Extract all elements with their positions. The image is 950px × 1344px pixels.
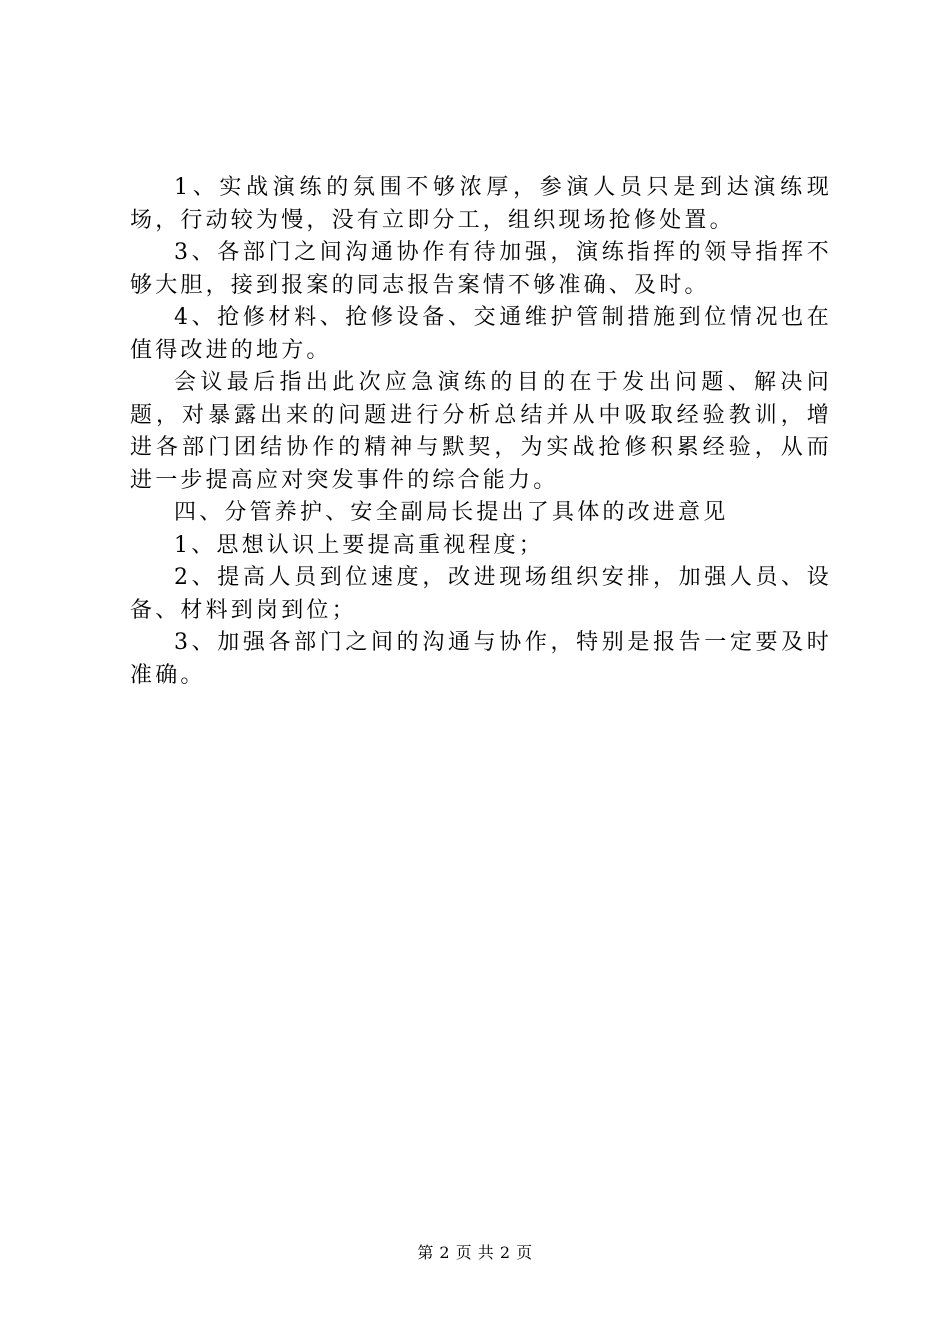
paragraph-item-1: 1、实战演练的氛围不够浓厚，参演人员只是到达演练现场，行动较为慢，没有立即分工，组织现场抢修处置。 (130, 175, 832, 233)
improvement-item-3: 3、加强各部门之间的沟通与协作，特别是报告一定要及时准确。 (130, 630, 832, 688)
improvement-item-2: 2、提高人员到位速度，改进现场组织安排，加强人员、设备、材料到岗到位； (130, 565, 832, 623)
document-body (130, 172, 832, 692)
paragraph-item-4: 4、抢修材料、抢修设备、交通维护管制措施到位情况也在值得改进的地方。 (130, 305, 832, 363)
section-heading-improvements: 四、分管养护、安全副局长提出了具体的改进意见 (174, 500, 729, 525)
improvement-item-1: 1、思想认识上要提高重视程度； (174, 532, 544, 558)
paragraph-item-3: 3、各部门之间沟通协作有待加强，演练指挥的领导指挥不够大胆，接到报案的同志报告案情不够准确、及时。 (130, 240, 832, 298)
page-number-footer: 第 2 页 共 2 页 (417, 1243, 533, 1262)
meeting-conclusion-paragraph: 会议最后指出此次应急演练的目的在于发出问题、解决问题，对暴露出来的问题进行分析总结并从中吸取经验教训，增进各部门团结协作的精神与默契，为实战抢修积累经验，从而进一步提高应对突发事件的综合能力。 (130, 370, 832, 493)
